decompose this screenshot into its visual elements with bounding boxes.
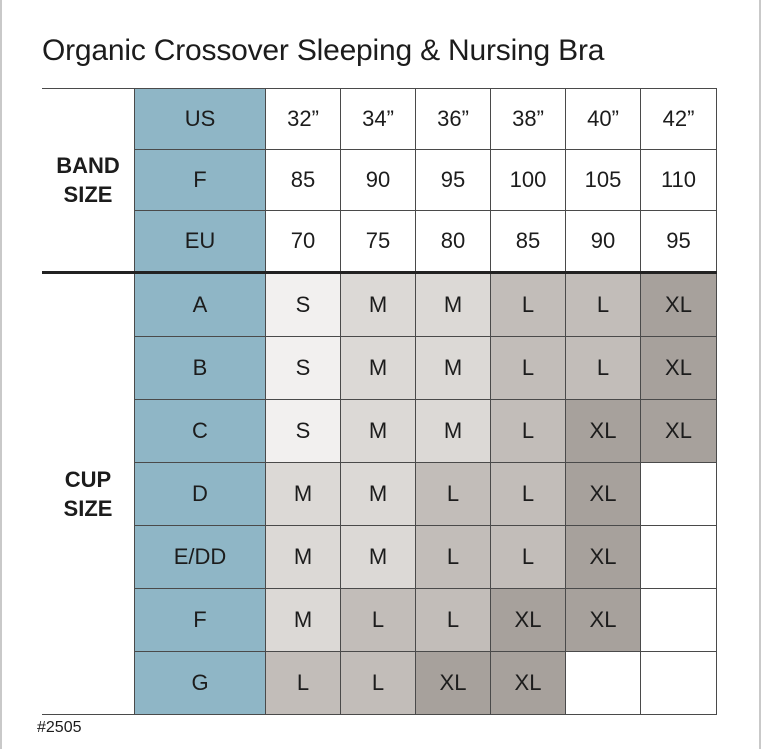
garment-size-cell: XL xyxy=(416,652,491,715)
garment-size-cell: L xyxy=(491,463,566,526)
band-value-cell: 105 xyxy=(566,150,641,211)
band-label-line2: SIZE xyxy=(63,182,113,207)
band-value-cell: 34” xyxy=(341,89,416,150)
empty-size-cell xyxy=(641,463,717,526)
band-value-cell: 110 xyxy=(641,150,717,211)
cup-label: G xyxy=(135,652,266,715)
empty-size-cell xyxy=(566,652,641,715)
garment-size-cell: L xyxy=(266,652,341,715)
garment-size-cell: S xyxy=(266,273,341,337)
garment-size-cell: M xyxy=(416,400,491,463)
band-value-cell: 80 xyxy=(416,211,491,273)
band-value-cell: 95 xyxy=(416,150,491,211)
cup-label-line1: CUP xyxy=(64,467,112,492)
cup-size-row xyxy=(42,526,717,589)
garment-size-cell: M xyxy=(341,526,416,589)
garment-size-cell: L xyxy=(566,273,641,337)
page-title: Organic Crossover Sleeping & Nursing Bra xyxy=(42,34,605,67)
garment-size-cell: M xyxy=(341,463,416,526)
frame-right-border xyxy=(759,0,761,749)
garment-size-cell: XL xyxy=(566,400,641,463)
garment-size-cell: L xyxy=(491,526,566,589)
garment-size-cell: L xyxy=(341,589,416,652)
cup-size-row xyxy=(42,652,717,715)
empty-size-cell xyxy=(641,652,717,715)
cup-label: F xyxy=(135,589,266,652)
garment-size-cell: M xyxy=(266,589,341,652)
empty-size-cell xyxy=(641,526,717,589)
garment-size-cell: L xyxy=(566,337,641,400)
frame-left-border xyxy=(0,0,2,749)
garment-size-cell: M xyxy=(416,337,491,400)
garment-size-cell: S xyxy=(266,400,341,463)
band-value-cell: 36” xyxy=(416,89,491,150)
garment-size-cell: L xyxy=(416,526,491,589)
band-value-cell: 42” xyxy=(641,89,717,150)
band-value-cell: 90 xyxy=(566,211,641,273)
garment-size-cell: M xyxy=(266,526,341,589)
size-system-label: EU xyxy=(135,211,266,273)
garment-size-cell: XL xyxy=(566,463,641,526)
cup-label: A xyxy=(135,273,266,337)
empty-size-cell xyxy=(641,589,717,652)
garment-size-cell: L xyxy=(416,589,491,652)
garment-size-cell: M xyxy=(341,400,416,463)
cup-size-row xyxy=(42,463,717,526)
garment-size-cell: XL xyxy=(641,273,717,337)
band-value-cell: 85 xyxy=(266,150,341,211)
garment-size-cell: XL xyxy=(566,526,641,589)
cup-label: E/DD xyxy=(135,526,266,589)
garment-size-cell: XL xyxy=(641,400,717,463)
band-value-cell: 38” xyxy=(491,89,566,150)
garment-size-cell: M xyxy=(416,273,491,337)
band-value-cell: 32” xyxy=(266,89,341,150)
band-value-cell: 70 xyxy=(266,211,341,273)
band-size-group-label xyxy=(42,89,135,273)
band-size-row xyxy=(42,211,717,273)
cup-size-row xyxy=(42,273,717,337)
cup-size-row xyxy=(42,400,717,463)
product-code: #2505 xyxy=(37,719,82,736)
garment-size-cell: XL xyxy=(641,337,717,400)
cup-size-row xyxy=(42,589,717,652)
garment-size-cell: L xyxy=(491,400,566,463)
cup-size-group-label xyxy=(42,273,135,715)
garment-size-cell: L xyxy=(341,652,416,715)
garment-size-cell: M xyxy=(341,337,416,400)
garment-size-cell: M xyxy=(341,273,416,337)
size-system-label: US xyxy=(135,89,266,150)
band-value-cell: 100 xyxy=(491,150,566,211)
band-label-line1: BAND xyxy=(56,153,120,178)
band-value-cell: 90 xyxy=(341,150,416,211)
garment-size-cell: XL xyxy=(491,652,566,715)
band-value-cell: 40” xyxy=(566,89,641,150)
cup-label: B xyxy=(135,337,266,400)
garment-size-cell: L xyxy=(491,337,566,400)
garment-size-cell: L xyxy=(491,273,566,337)
band-value-cell: 85 xyxy=(491,211,566,273)
size-chart-table xyxy=(42,88,717,715)
band-value-cell: 75 xyxy=(341,211,416,273)
garment-size-cell: XL xyxy=(566,589,641,652)
cup-label-line2: SIZE xyxy=(63,496,113,521)
band-size-row xyxy=(42,89,717,150)
garment-size-cell: XL xyxy=(491,589,566,652)
garment-size-cell: S xyxy=(266,337,341,400)
band-size-row xyxy=(42,150,717,211)
cup-size-row xyxy=(42,337,717,400)
size-system-label: F xyxy=(135,150,266,211)
cup-label: D xyxy=(135,463,266,526)
band-value-cell: 95 xyxy=(641,211,717,273)
garment-size-cell: L xyxy=(416,463,491,526)
garment-size-cell: M xyxy=(266,463,341,526)
cup-label: C xyxy=(135,400,266,463)
